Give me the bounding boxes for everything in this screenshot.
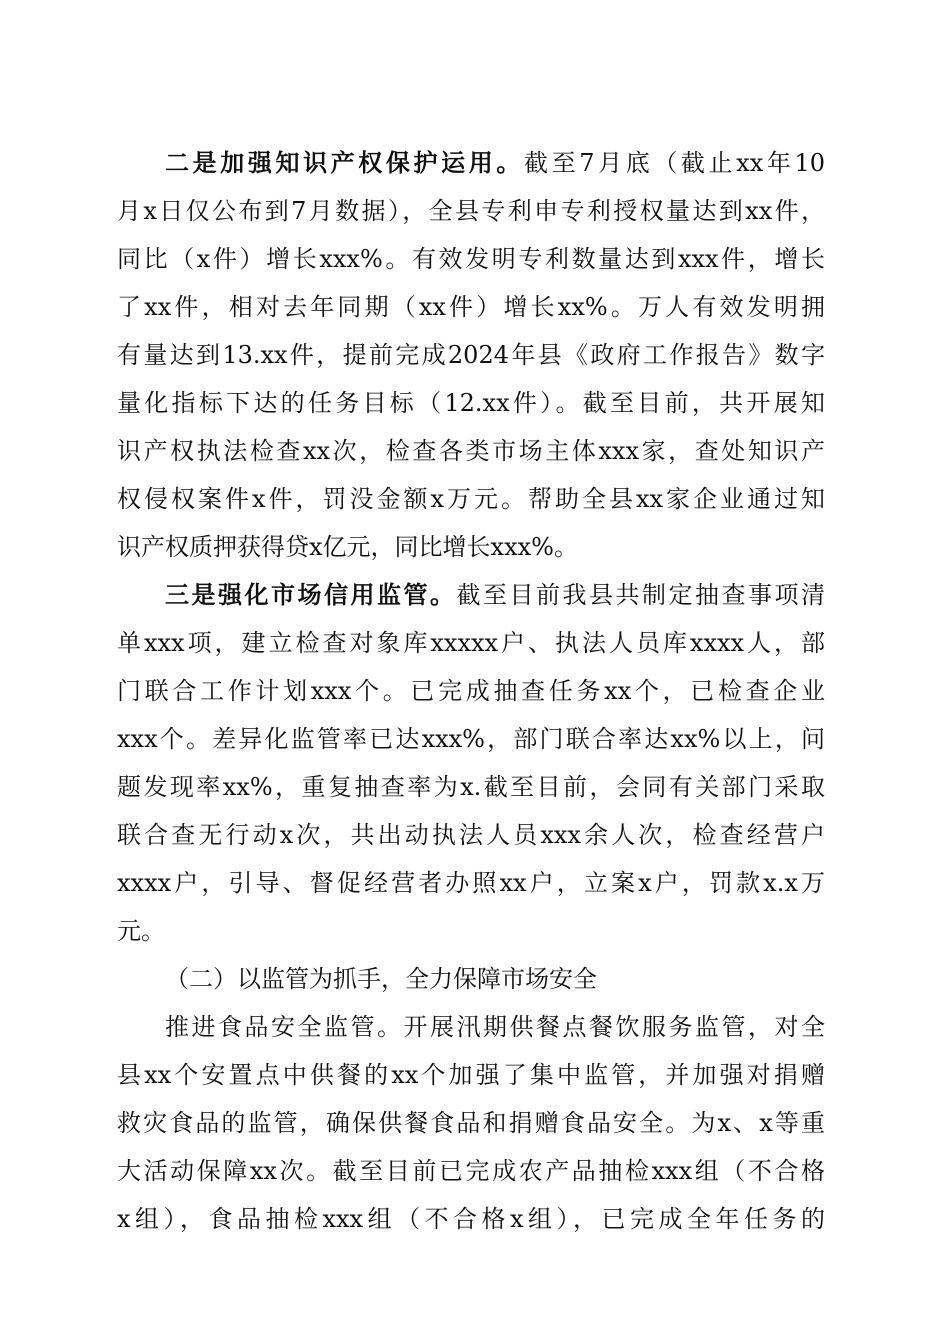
paragraph-2-line-3: 同比（x件）增长xxx%。有效发明专利数量达到xxx件，增长	[117, 245, 825, 273]
paragraph-2-line-2: 月x日仅公布到7月数据），全县专利申专利授权量达到xx件，	[117, 197, 825, 225]
paragraph-2-line-9: 识产权质押获得贷x亿元，同比增长xxx%。	[117, 533, 578, 561]
paragraph-3-line-1-text: 截至目前我县共制定抽查事项清	[456, 581, 825, 609]
paragraph-2-line-8: 权侵权案件x件，罚没金额x万元。帮助全县xx家企业通过知	[117, 485, 825, 513]
paragraph-4-line-5: x组），食品抽检xxx组（不合格x组），已完成全年任务的	[117, 1205, 825, 1233]
paragraph-4-line-2: 县xx个安置点中供餐的xx个加强了集中监管，并加强对捐赠	[117, 1061, 825, 1089]
paragraph-4-line-4: 大活动保障xx次。截至目前已完成农产品抽检xxx组（不合格	[117, 1157, 825, 1185]
paragraph-3-line-4: xxx个。差异化监管率已达xxx%，部门联合率达xx%以上，问	[117, 725, 825, 753]
paragraph-2-line-1-text: 截至7月底（截止xx年10	[523, 149, 825, 177]
paragraph-2-lead: 二是加强知识产权保护运用。	[165, 148, 524, 177]
section-heading: （二）以监管为抓手，全力保障市场安全	[165, 965, 597, 993]
paragraph-2-line-6: 量化指标下达的任务目标（12.xx件）。截至目前，共开展知	[117, 389, 825, 417]
paragraph-3-line-7: xxxx户，引导、督促经营者办照xx户，立案x户，罚款x.x万	[117, 869, 825, 897]
paragraph-3-line-2: 单xxx项，建立检查对象库xxxxx户、执法人员库xxxx人，部	[117, 629, 825, 657]
paragraph-4-line-3: 救灾食品的监管，确保供餐食品和捐赠食品安全。为x、x等重	[117, 1109, 825, 1137]
paragraph-2-line-1	[165, 139, 825, 187]
paragraph-3-line-5: 题发现率xx%，重复抽查率为x.截至目前，会同有关部门采取	[117, 773, 825, 801]
paragraph-3-line-6: 联合查无行动x次，共出动执法人员xxx余人次，检查经营户	[117, 821, 825, 849]
paragraph-3-line-3: 门联合工作计划xxx个。已完成抽查任务xx个，已检查企业	[117, 677, 825, 705]
paragraph-4-line-1: 推进食品安全监管。开展汛期供餐点餐饮服务监管，对全	[165, 1013, 825, 1041]
paragraph-2-line-7: 识产权执法检查xx次，检查各类市场主体xxx家，查处知识产	[117, 437, 825, 465]
paragraph-2-line-5: 有量达到13.xx件，提前完成2024年县《政府工作报告》数字	[117, 341, 825, 369]
paragraph-3-lead: 三是强化市场信用监管。	[165, 580, 457, 609]
paragraph-3-line-8: 元。	[117, 917, 165, 945]
paragraph-2-line-4: 了xx件，相对去年同期（xx件）增长xx%。万人有效发明拥	[117, 293, 825, 321]
paragraph-3-line-1	[165, 571, 825, 619]
